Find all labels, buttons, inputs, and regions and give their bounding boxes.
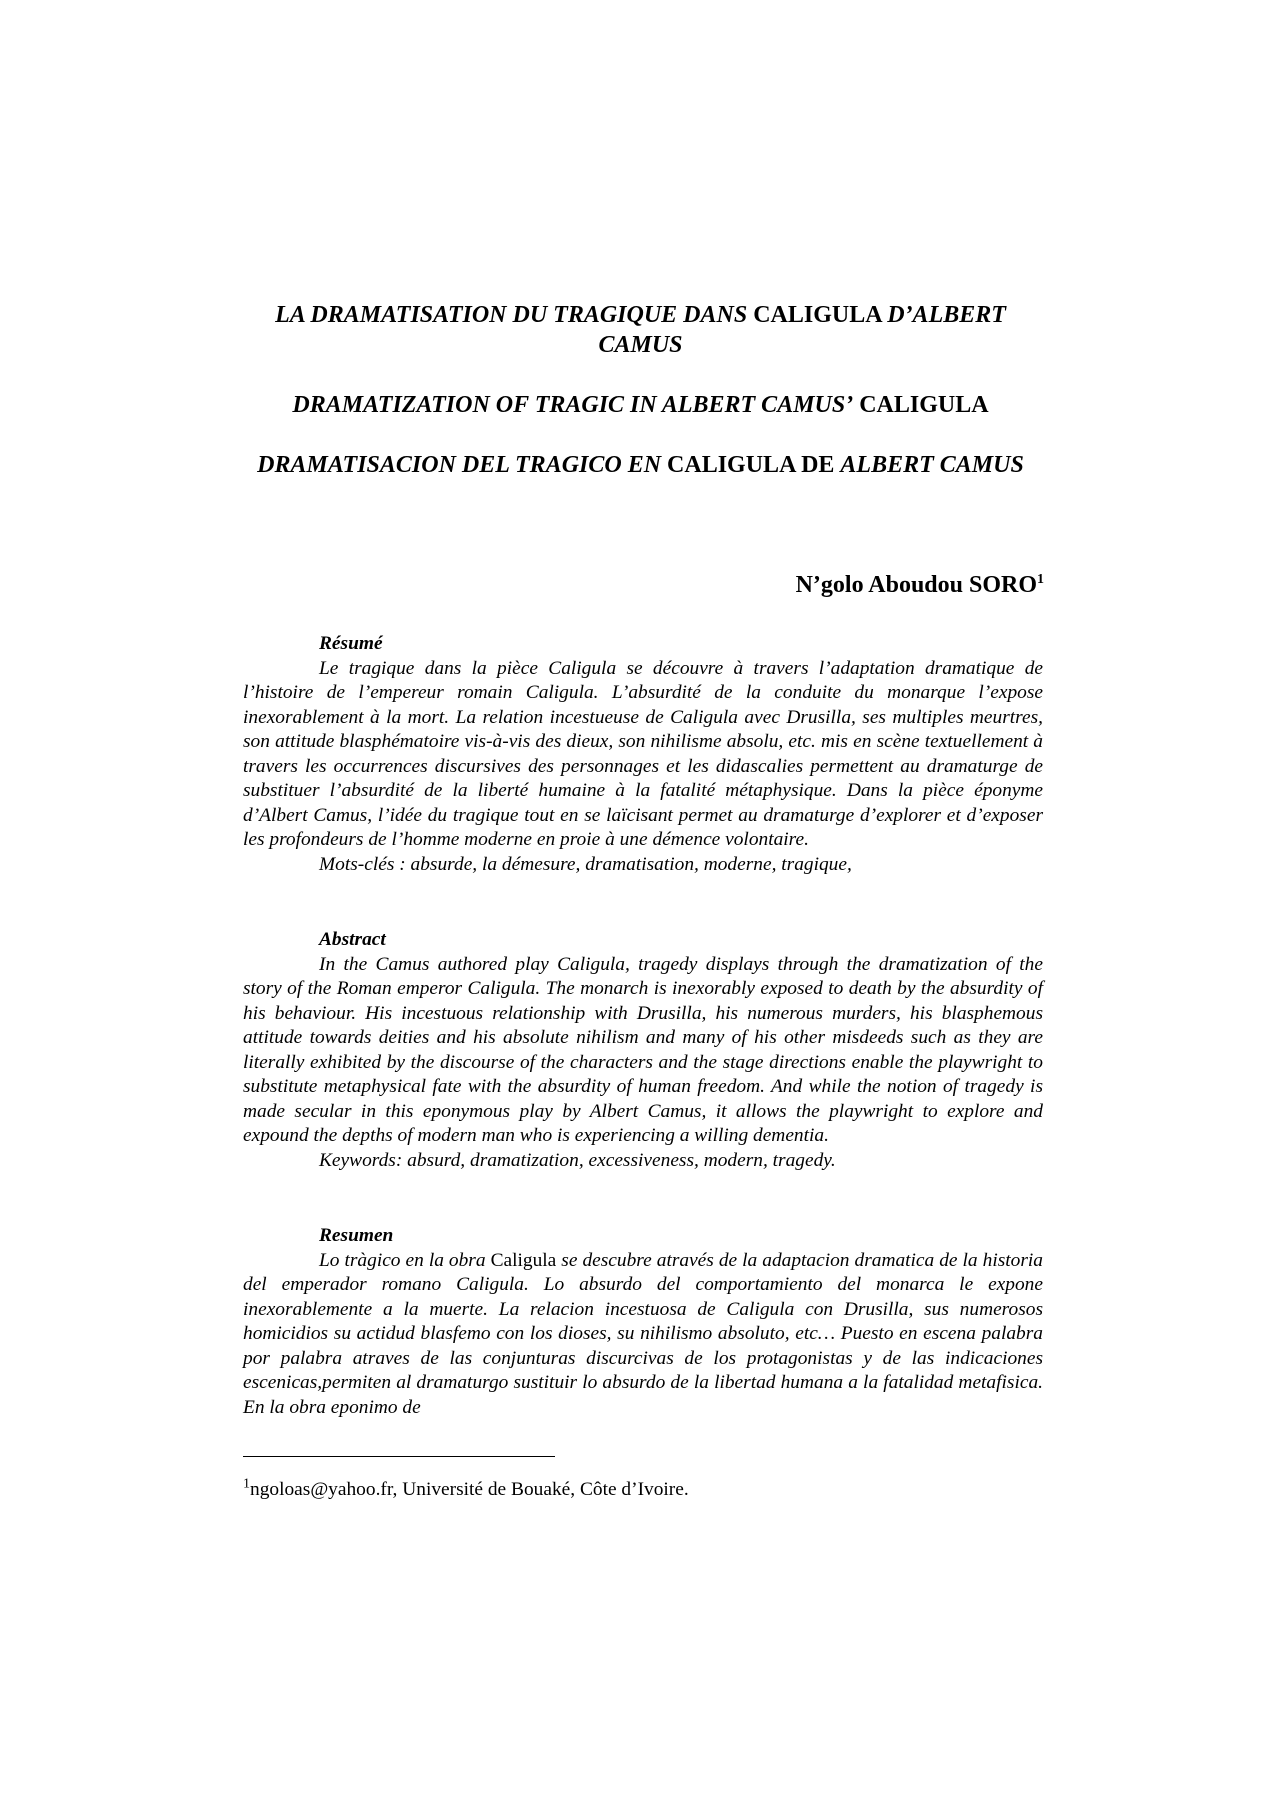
resumen-work-title: Caligula	[490, 1249, 557, 1271]
title-french-part1: LA DRAMATISATION DU TRAGIQUE DANS	[275, 302, 748, 328]
resumen-body-rest: se descubre através de la adaptacion dramatica de la historia del emperador romano Caligula. Lo absurdo del comportamiento del monarca le expone inexorablemente a la muerte. La relacion incestuosa de Caligula con Drusilla, sus numerosos homicidios su actidud blasfemo con los dioses, su nihilismo absoluto, etc… Puesto en escena palabra por palabra atraves de las conjunturas discurcivas de los protagonistas y de las indicaciones escenicas,permiten al dramaturgo sustituir lo absurdo de la libertad humana a la fatalidad metafisica. En la obra eponimo de	[243, 1249, 1043, 1418]
author-footnote-mark: 1	[1037, 572, 1044, 587]
resume-heading: Résumé	[319, 633, 383, 654]
title-block	[238, 300, 1043, 510]
title-english	[238, 390, 1043, 420]
footnote	[243, 1478, 1043, 1502]
title-spanish	[238, 450, 1043, 480]
resumen-section	[243, 1224, 1043, 1420]
author-name: N’golo Aboudou SORO	[795, 572, 1037, 598]
footnote-divider	[243, 1456, 555, 1457]
abstract-keywords: Keywords: absurd, dramatization, excessiveness, modern, tragedy.	[319, 1149, 836, 1171]
resume-body: Le tragique dans la pièce Caligula se découvre à travers l’adaptation dramatique de l’histoire de l’empereur romain Caligula. L’absurdité de la conduite du monarque l’expose inexorablement à la mort. La relation incestueuse de Caligula avec Drusilla, ses multiples meurtres, son attitude blasphématoire vis-à-vis des dieux, son nihilisme absolu, etc. mis en scène textuellement à travers les occurrences discursives des personnages et les didascalies permettent au dramaturge de substituer l’absurdité de la liberté humaine à la fatalité métaphysique. Dans la pièce éponyme d’Albert Camus, l’idée du tragique tout en se laïcisant permet au dramaturge d’explorer et d’exposer les profondeurs de l’homme moderne en proie à une démence volontaire.	[243, 657, 1043, 850]
title-spanish-work: CALIGULA DE	[667, 452, 835, 478]
resumen-body	[243, 1249, 1043, 1421]
resume-section	[243, 632, 1043, 877]
author-line	[238, 570, 1044, 600]
resume-keywords: Mots-clés : absurde, la démesure, dramatisation, moderne, tragique,	[319, 853, 852, 875]
abstract-heading: Abstract	[319, 929, 386, 950]
footnote-text: ngoloas@yahoo.fr, Université de Bouaké, Côte d’Ivoire.	[250, 1479, 689, 1500]
resumen-heading: Resumen	[319, 1225, 394, 1246]
title-english-work: CALIGULA	[859, 392, 989, 418]
title-french-work: CALIGULA	[753, 302, 882, 328]
resumen-body-start: Lo tràgico en la obra	[319, 1249, 486, 1271]
title-french	[238, 300, 1043, 360]
title-spanish-part2: ALBERT CAMUS	[840, 452, 1024, 478]
footnote-mark: 1	[243, 1476, 250, 1492]
title-english-part1: DRAMATIZATION OF TRAGIC IN ALBERT CAMUS’	[292, 392, 854, 418]
title-french-part2: D’ALBERT CAMUS	[598, 302, 1006, 358]
abstract-section	[243, 928, 1043, 1173]
title-spanish-part1: DRAMATISACION DEL TRAGICO EN	[257, 452, 662, 478]
abstract-body: In the Camus authored play Caligula, tragedy displays through the dramatization of the story of the Roman emperor Caligula. The monarch is inexorably exposed to death by the absurdity of his behaviour. His incestuous relationship with Drusilla, his numerous murders, his blasphemous attitude towards deities and his absolute nihilism and many of his other misdeeds such as they are literally exhibited by the discourse of the characters and the stage directions enable the playwright to substitute metaphysical fate with the absurdity of human freedom. And while the notion of tragedy is made secular in this eponymous play by Albert Camus, it allows the playwright to explore and expound the depths of modern man who is experiencing a willing dementia.	[243, 953, 1043, 1146]
